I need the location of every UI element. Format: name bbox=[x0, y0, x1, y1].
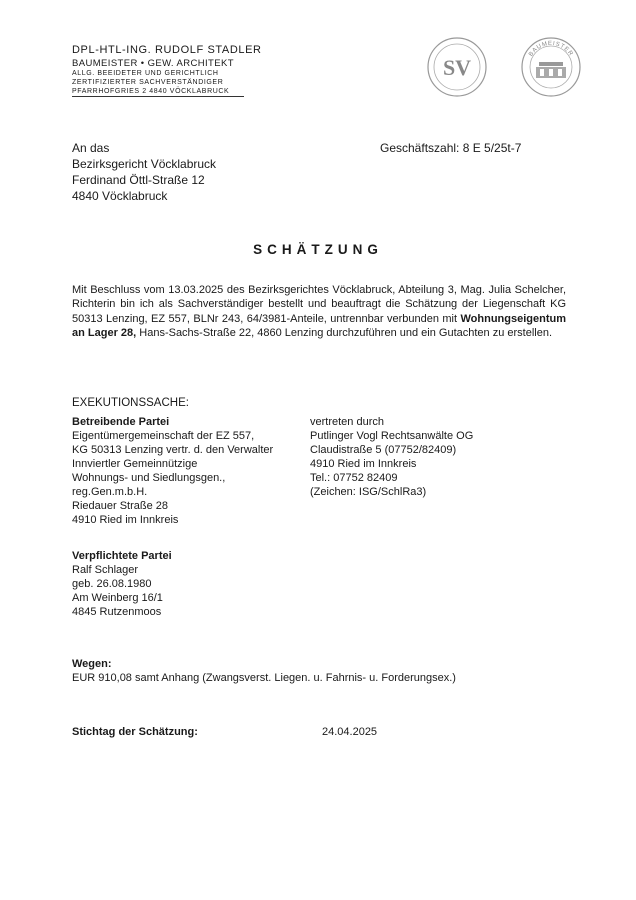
creditor-line: Innviertler Gemeinnützige bbox=[72, 458, 198, 470]
intro-paragraph bbox=[72, 283, 566, 341]
wegen-label: Wegen: bbox=[72, 658, 112, 670]
intro-text: Mit Beschluss vom 13.03.2025 des Bezirksgerichtes Vöcklabruck, Abteilung 3, Mag. Julia Schelcher, Richterin bin ich als Sachverständiger bestellt und beauftragt die Schätzung der Liegenschaft KG 50313 Lenzing, EZ 557, BLNr 243, 64/3981-Anteile, untrennbar verbunden mit bbox=[72, 284, 566, 325]
letterhead-line: ZERTIFIZIERTER SACHVERSTÄNDIGER bbox=[72, 79, 224, 86]
representative-line: 4910 Ried im Innkreis bbox=[310, 458, 417, 470]
representative-line: Tel.: 07752 82409 bbox=[310, 472, 398, 484]
debtor-line: 4845 Rutzenmoos bbox=[72, 606, 162, 618]
creditor-line: Riedauer Straße 28 bbox=[72, 500, 168, 512]
letterhead bbox=[72, 44, 262, 97]
document-title: SCHÄTZUNG bbox=[253, 242, 383, 257]
creditor-line: KG 50313 Lenzing vertr. d. den Verwalter bbox=[72, 444, 274, 456]
debtor-label: Verpflichtete Partei bbox=[72, 550, 172, 562]
debtor-line: geb. 26.08.1980 bbox=[72, 578, 152, 590]
debtor-block bbox=[72, 549, 172, 619]
creditor-line: 4910 Ried im Innkreis bbox=[72, 514, 179, 526]
creditor-line: reg.Gen.m.b.H. bbox=[72, 486, 148, 498]
representative-line: (Zeichen: ISG/SchlRa3) bbox=[310, 486, 427, 498]
debtor-line: Am Weinberg 16/1 bbox=[72, 592, 163, 604]
wegen-block bbox=[72, 657, 456, 685]
letterhead-title: BAUMEISTER • GEW. ARCHITEKT bbox=[72, 58, 234, 69]
letterhead-address: PFARRHOFGRIES 2 4840 VÖCKLABRUCK bbox=[72, 87, 244, 97]
recipient-line: Bezirksgericht Vöcklabruck bbox=[72, 157, 217, 171]
creditor-line: Eigentümergemeinschaft der EZ 557, bbox=[72, 430, 255, 442]
section-heading: EXEKUTIONSSACHE: bbox=[72, 397, 189, 409]
representative-line: vertreten durch bbox=[310, 416, 384, 428]
letterhead-name: DPL-HTL-ING. RUDOLF STADLER bbox=[72, 44, 262, 56]
intro-bold-text: Wohnungseigentum an Lager 28, bbox=[72, 312, 566, 340]
case-number: Geschäftszahl: 8 E 5/25t-7 bbox=[380, 141, 522, 155]
representative-block bbox=[310, 415, 473, 499]
creditor-block bbox=[72, 415, 273, 527]
recipient-address bbox=[72, 141, 216, 204]
baumeister-seal-text: BAUMEISTER bbox=[528, 40, 574, 58]
stichtag-value: 24.04.2025 bbox=[322, 726, 378, 738]
wegen-text: EUR 910,08 samt Anhang (Zwangsverst. Liegen. u. Fahrnis- u. Forderungsex.) bbox=[72, 672, 456, 684]
debtor-line: Ralf Schlager bbox=[72, 564, 139, 576]
representative-line: Claudistraße 5 (07752/82409) bbox=[310, 444, 457, 456]
baumeister-seal-icon bbox=[520, 36, 582, 98]
letterhead-line: ALLG. BEEIDETER UND GERICHTLICH bbox=[72, 70, 219, 77]
recipient-line: An das bbox=[72, 141, 110, 155]
creditor-label: Betreibende Partei bbox=[72, 416, 170, 428]
sv-seal-icon bbox=[426, 36, 488, 98]
recipient-line: Ferdinand Öttl-Straße 12 bbox=[72, 173, 205, 187]
creditor-line: Wohnungs- und Siedlungsgen., bbox=[72, 472, 226, 484]
intro-text: Hans-Sachs-Straße 22, 4860 Lenzing durchzuführen und ein Gutachten zu erstellen. bbox=[136, 327, 553, 340]
representative-line: Putlinger Vogl Rechtsanwälte OG bbox=[310, 430, 474, 442]
recipient-line: 4840 Vöcklabruck bbox=[72, 189, 168, 203]
stichtag-label: Stichtag der Schätzung: bbox=[72, 726, 198, 738]
sv-seal-text: SV bbox=[442, 55, 472, 80]
